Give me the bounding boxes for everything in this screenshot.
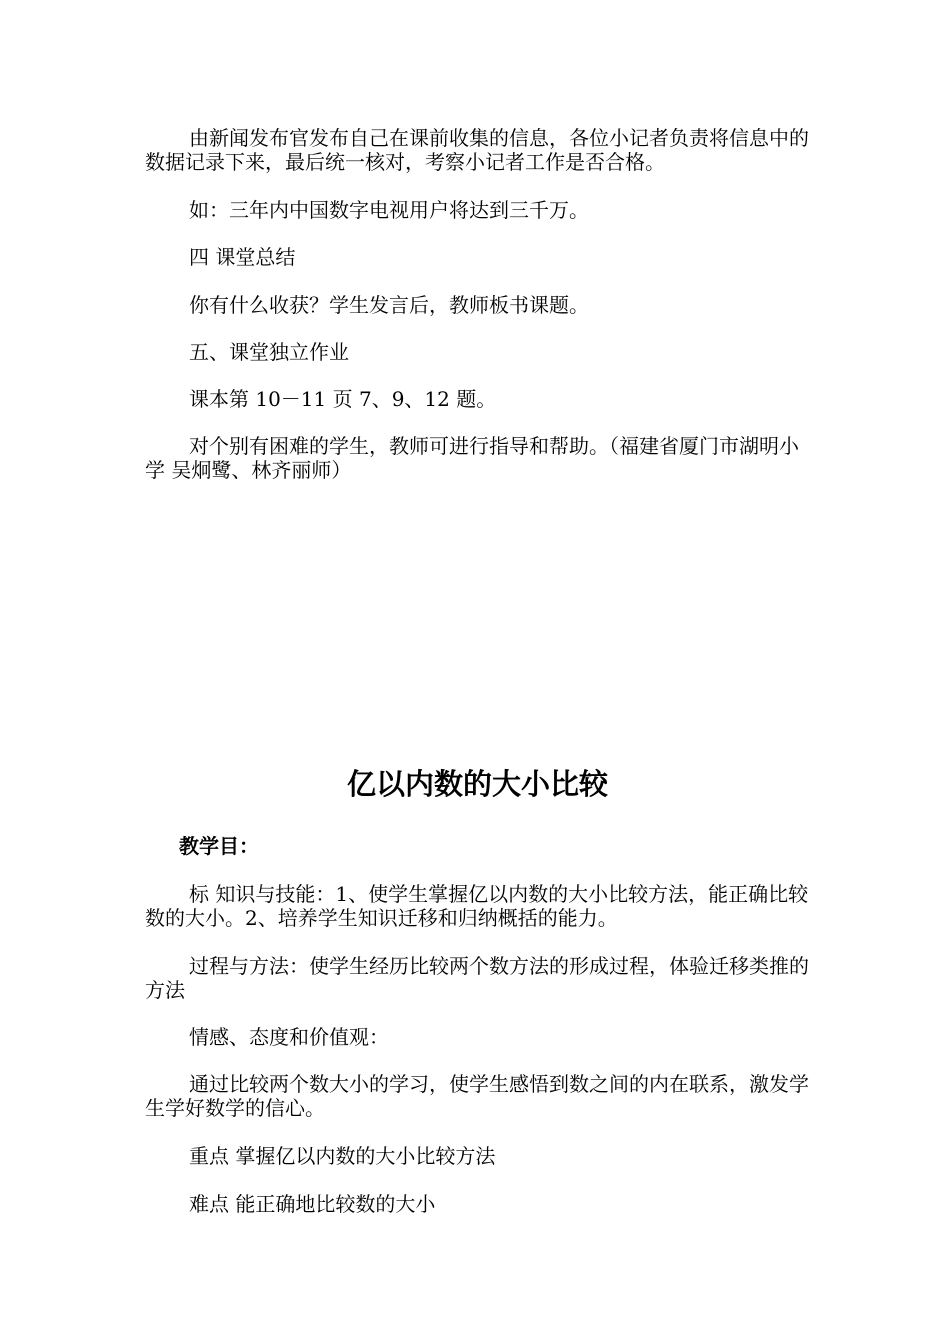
paragraph-news-release: 由新闻发布官发布自己在课前收集的信息，各位小记者负责将信息中的数据记录下来，最后统一核对，考察小记者工作是否合格。: [145, 126, 809, 174]
paragraph-harvest: 你有什么收获？学生发言后，教师板书课题。: [189, 293, 589, 317]
section-heading-homework: 五、课堂独立作业: [189, 340, 349, 364]
paragraph-emotion-attitude: 情感、态度和价值观：: [189, 1025, 389, 1049]
teaching-goals-heading: 教学目：: [179, 834, 259, 858]
paragraph-connection: 通过比较两个数大小的学习，使学生感悟到数之间的内在联系，激发学生学好数学的信心。: [145, 1072, 809, 1120]
section-heading-summary: 四 课堂总结: [189, 245, 296, 269]
paragraph-difficult-point: 难点 能正确地比较数的大小: [189, 1192, 436, 1216]
paragraph-example: 如：三年内中国数字电视用户将达到三千万。: [189, 198, 589, 222]
paragraph-process-method: 过程与方法：使学生经历比较两个数方法的形成过程，体验迁移类推的方法: [145, 954, 809, 1002]
paragraph-key-point: 重点 掌握亿以内数的大小比较方法: [189, 1144, 496, 1168]
lesson-title: 亿以内数的大小比较: [346, 767, 608, 801]
paragraph-knowledge-skills: 标 知识与技能：1、使学生掌握亿以内数的大小比较方法，能正确比较数的大小。2、培养学生知识迁移和归纳概括的能力。: [145, 882, 809, 930]
document-page: [145, 0, 810, 1344]
paragraph-guidance-credit: 对个别有困难的学生，教师可进行指导和帮助。（福建省厦门市湖明小学 吴炯鹭、林齐丽师）: [145, 434, 799, 482]
paragraph-textbook-exercises: 课本第 10－11 页 7、9、12 题。: [189, 387, 497, 411]
